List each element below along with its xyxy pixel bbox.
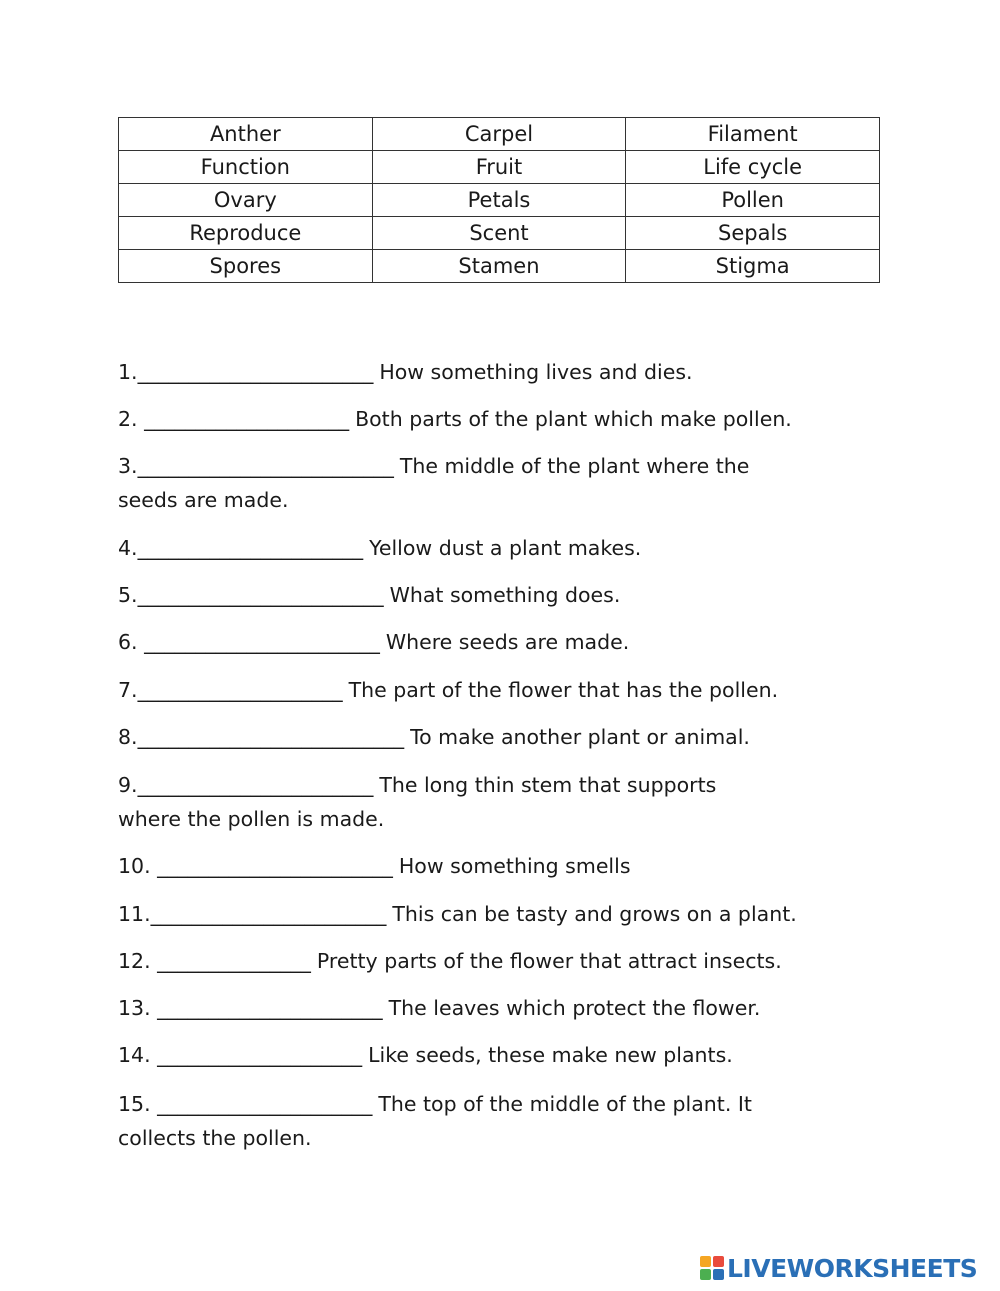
word-bank-row	[119, 151, 880, 184]
logo-text: LIVEWORKSHEETS	[727, 1253, 978, 1283]
question-clue-continued: where the pollen is made.	[118, 807, 385, 831]
question-item	[118, 944, 918, 978]
question-clue: The long thin stem that supports	[379, 773, 717, 797]
question-item	[118, 449, 918, 517]
question-number: 12.	[118, 949, 158, 973]
logo-icon	[700, 1256, 724, 1280]
question-clue: The part of the flower that has the pollen.	[348, 678, 779, 702]
question-clue: Like seeds, these make new plants.	[368, 1043, 733, 1067]
answer-blank[interactable]: _______________________	[150, 902, 387, 926]
word-bank-row	[119, 118, 880, 151]
question-number: 7.	[118, 678, 138, 702]
word-bank-cell: Stigma	[626, 250, 880, 283]
question-item	[118, 991, 918, 1025]
question-number: 2.	[118, 407, 145, 431]
question-clue: The leaves which protect the flower.	[388, 996, 761, 1020]
question-clue-continued: seeds are made.	[118, 488, 289, 512]
question-clue: Yellow dust a plant makes.	[369, 536, 642, 560]
answer-blank[interactable]: ____________________	[137, 678, 343, 702]
question-item	[118, 402, 918, 436]
question-item	[118, 720, 918, 754]
answer-blank[interactable]: __________________________	[137, 725, 405, 749]
question-number: 4.	[118, 536, 138, 560]
word-bank-cell: Reproduce	[119, 217, 373, 250]
question-number: 11.	[118, 902, 151, 926]
answer-blank[interactable]: ______________________	[137, 536, 364, 560]
question-clue: To make another plant or animal.	[410, 725, 750, 749]
word-bank-cell: Petals	[372, 184, 626, 217]
answer-blank[interactable]: _____________________	[157, 1092, 373, 1116]
question-number: 13.	[118, 996, 158, 1020]
answer-blank[interactable]: _______________	[157, 949, 311, 973]
question-item	[118, 355, 918, 389]
question-item	[118, 673, 918, 707]
word-bank-cell: Sepals	[626, 217, 880, 250]
question-item	[118, 531, 918, 565]
word-bank-cell: Function	[119, 151, 373, 184]
answer-blank[interactable]: _________________________	[137, 454, 394, 478]
word-bank-row	[119, 250, 880, 283]
word-bank-table	[118, 117, 880, 283]
question-item	[118, 1087, 918, 1155]
question-number: 8.	[118, 725, 138, 749]
question-item	[118, 849, 918, 883]
word-bank-cell: Pollen	[626, 184, 880, 217]
question-number: 3.	[118, 454, 138, 478]
question-number: 5.	[118, 583, 138, 607]
question-number: 6.	[118, 630, 145, 654]
answer-blank[interactable]: _______________________	[157, 854, 393, 878]
question-clue: The middle of the plant where the	[399, 454, 750, 478]
question-clue: Pretty parts of the flower that attract insects.	[316, 949, 782, 973]
question-clue: How something smells	[398, 854, 631, 878]
question-clue: How something lives and dies.	[379, 360, 693, 384]
word-bank-cell: Fruit	[372, 151, 626, 184]
word-bank-cell: Filament	[626, 118, 880, 151]
question-item	[118, 768, 918, 836]
question-clue: Both parts of the plant which make pollen.	[355, 407, 792, 431]
answer-blank[interactable]: _______________________	[137, 360, 374, 384]
question-item	[118, 625, 918, 659]
answer-blank[interactable]: _______________________	[144, 630, 380, 654]
question-item	[118, 1038, 918, 1072]
word-bank-cell: Ovary	[119, 184, 373, 217]
question-number: 1.	[118, 360, 138, 384]
question-item	[118, 578, 918, 612]
question-number: 9.	[118, 773, 138, 797]
answer-blank[interactable]: ____________________	[157, 1043, 363, 1067]
word-bank-cell: Scent	[372, 217, 626, 250]
question-item	[118, 897, 918, 931]
question-clue: Where seeds are made.	[385, 630, 630, 654]
question-number: 14.	[118, 1043, 158, 1067]
word-bank-cell: Life cycle	[626, 151, 880, 184]
word-bank-cell: Anther	[119, 118, 373, 151]
question-clue: This can be tasty and grows on a plant.	[392, 902, 797, 926]
answer-blank[interactable]: ______________________	[157, 996, 383, 1020]
question-clue: What something does.	[389, 583, 621, 607]
word-bank-row	[119, 217, 880, 250]
answer-blank[interactable]: _______________________	[137, 773, 374, 797]
liveworksheets-logo	[700, 1253, 977, 1283]
question-number: 15.	[118, 1092, 158, 1116]
word-bank-cell: Carpel	[372, 118, 626, 151]
question-number: 10.	[118, 854, 158, 878]
question-clue-continued: collects the pollen.	[118, 1126, 312, 1150]
question-clue: The top of the middle of the plant. It	[378, 1092, 752, 1116]
word-bank-row	[119, 184, 880, 217]
word-bank-cell: Spores	[119, 250, 373, 283]
word-bank-cell: Stamen	[372, 250, 626, 283]
answer-blank[interactable]: ________________________	[137, 583, 384, 607]
answer-blank[interactable]: ____________________	[144, 407, 350, 431]
